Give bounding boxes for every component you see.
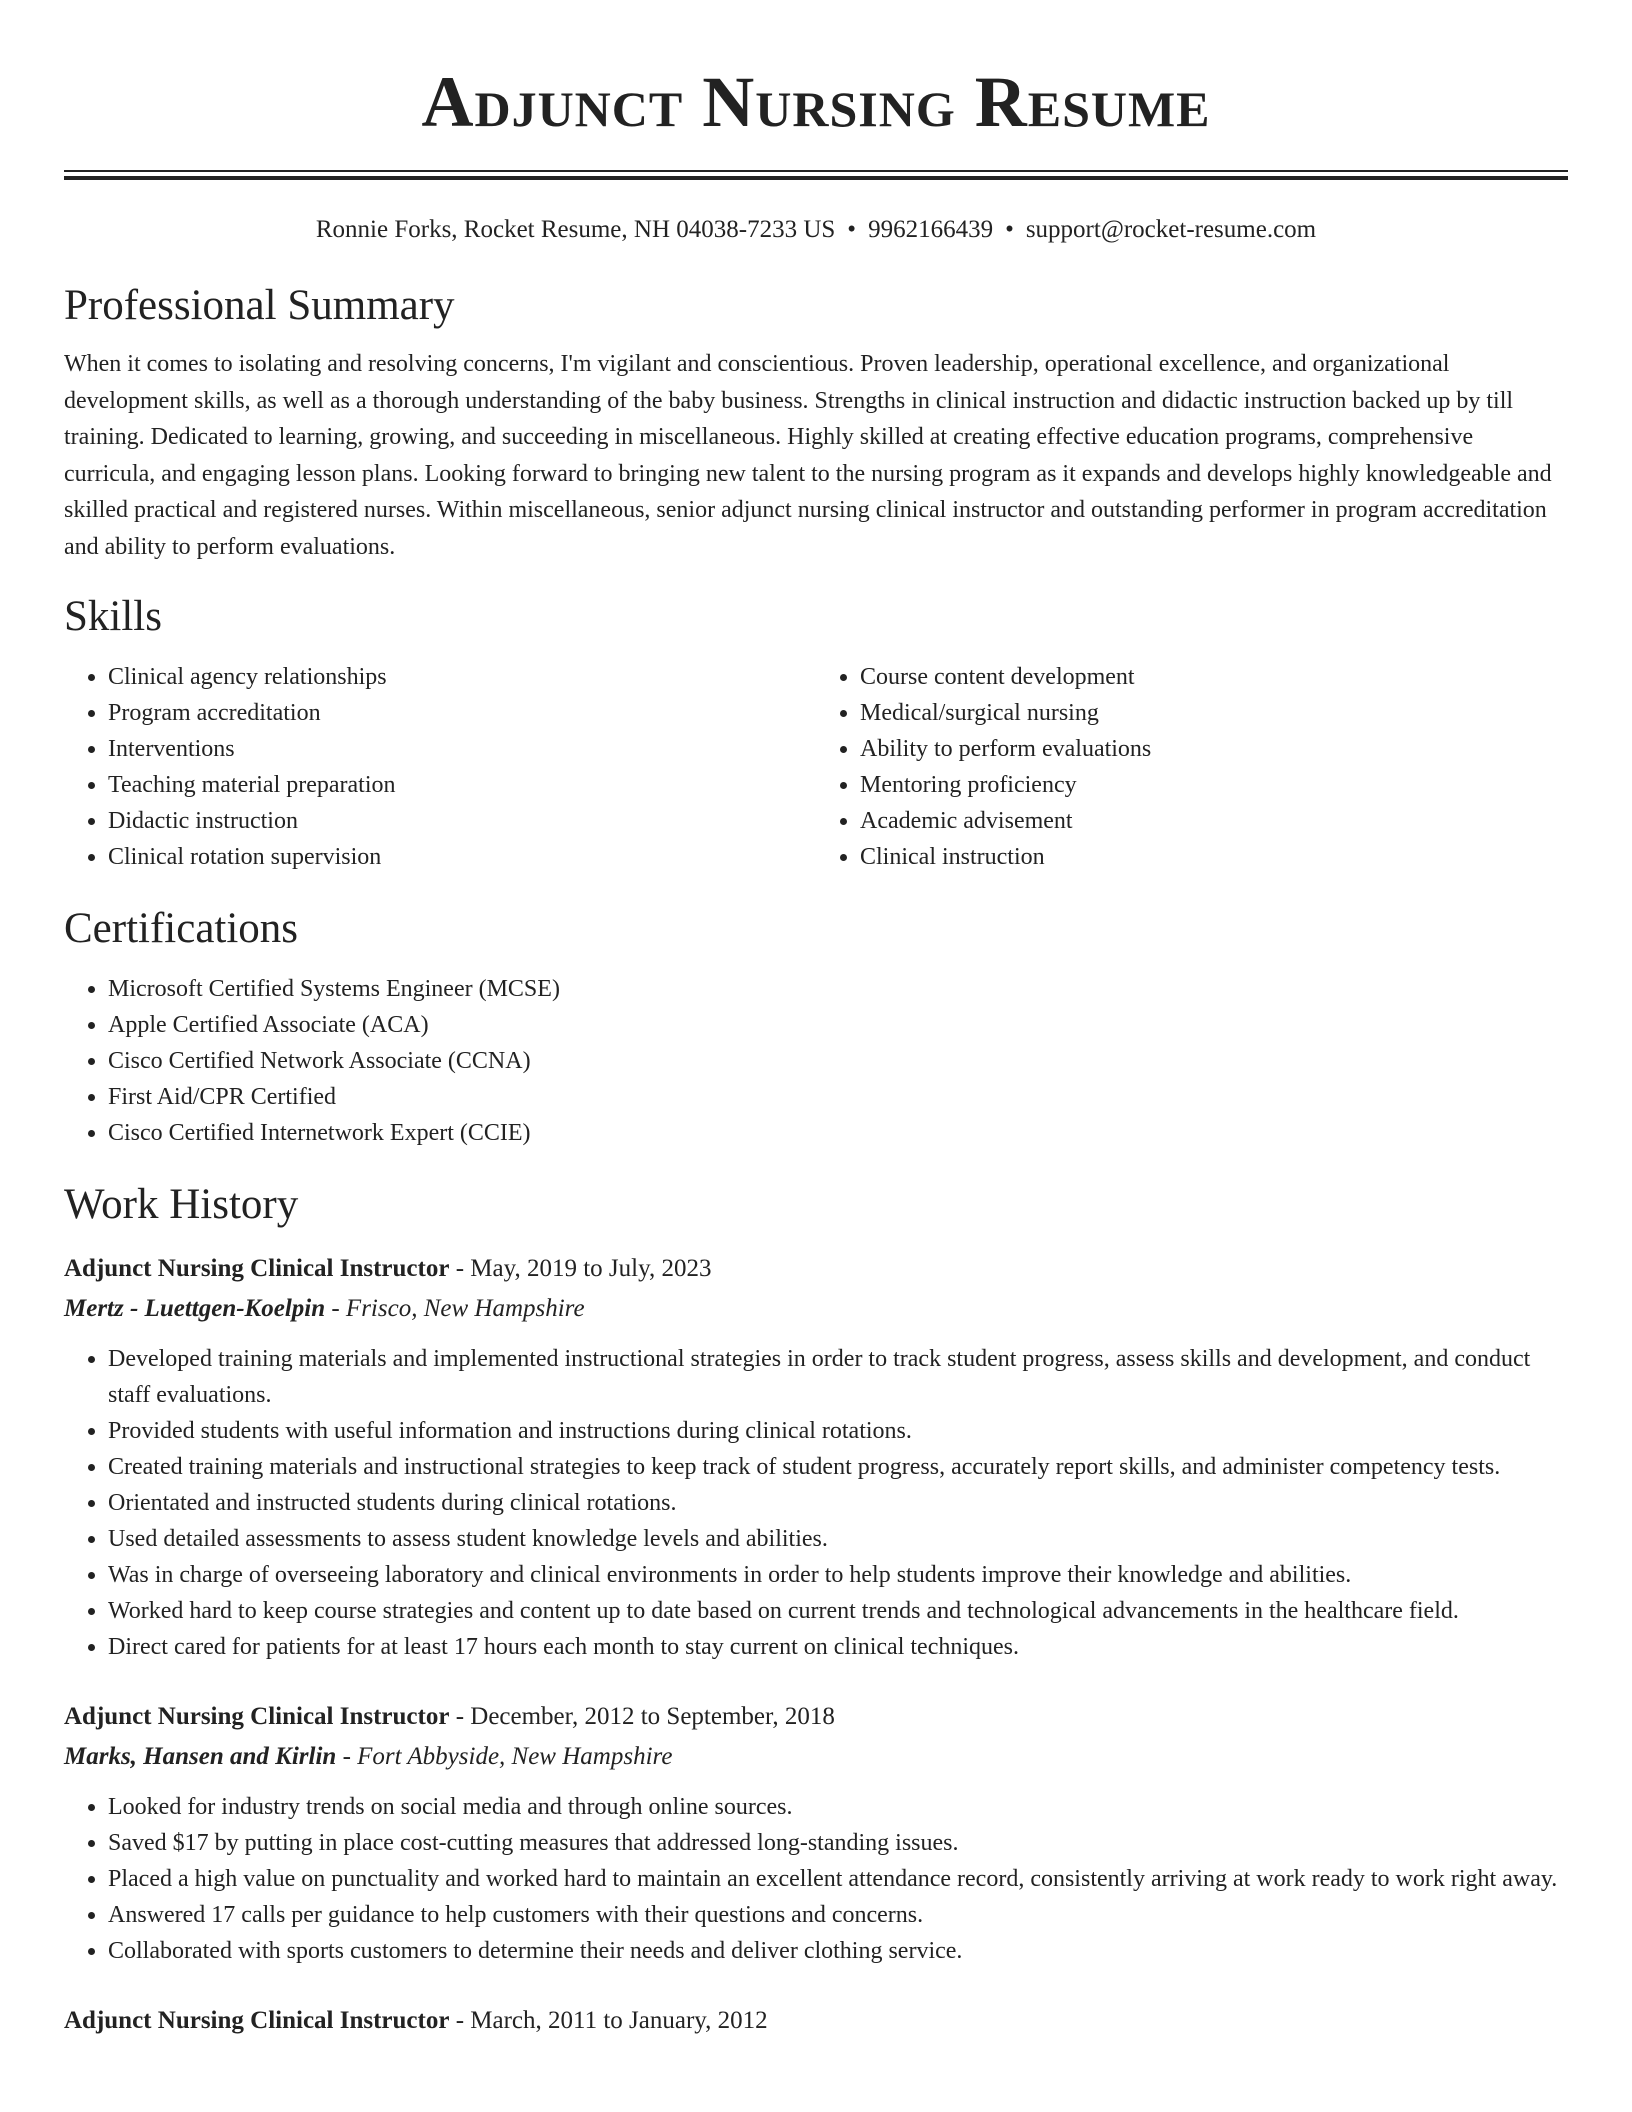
job-bullet: • Saved $17 by putting in place cost-cutting measures that addressed long-standing issues. <box>108 1825 1568 1861</box>
job-bullet: • Was in charge of overseeing laboratory and clinical environments in order to help students improve their knowledge and abilities. <box>108 1557 1568 1593</box>
skills-heading: Skills <box>64 593 162 640</box>
certifications-section <box>64 903 1568 1151</box>
summary-section <box>64 280 1568 565</box>
job-bullet: • Collaborated with sports customers to determine their needs and deliver clothing service. <box>108 1933 1568 1969</box>
job-bullet: • Used detailed assessments to assess student knowledge levels and abilities. <box>108 1521 1568 1557</box>
skills-list-right <box>816 659 1568 875</box>
certification-item: • Cisco Certified Network Associate (CCNA) <box>108 1043 1568 1079</box>
certification-item: • Cisco Certified Internetwork Expert (CCIE) <box>108 1115 1568 1151</box>
skill-item: • Program accreditation <box>108 695 816 731</box>
skills-list-left <box>64 659 816 875</box>
job-entry <box>64 1249 1568 1665</box>
contact-separator: • <box>1005 216 1014 243</box>
title-divider <box>64 170 1568 180</box>
skill-item: • Ability to perform evaluations <box>860 731 1568 767</box>
skills-grid <box>64 659 1568 875</box>
skill-item: • Mentoring proficiency <box>860 767 1568 803</box>
job-dates: - December, 2012 to September, 2018 <box>455 1703 835 1730</box>
resume-title: Adjunct Nursing Resume <box>421 62 1211 142</box>
job-title-line <box>64 1697 1568 1737</box>
job-dates: - March, 2011 to January, 2012 <box>455 2007 768 2034</box>
work-history-section <box>64 1179 1568 2041</box>
job-bullet: • Developed training materials and implemented instructional strategies in order to track student progress, assess skills and development, and conduct staff evaluations. <box>108 1341 1568 1413</box>
certifications-heading: Certifications <box>64 905 299 952</box>
skill-item: • Medical/surgical nursing <box>860 695 1568 731</box>
job-title-line <box>64 2001 1568 2041</box>
job-company: Marks, Hansen and Kirlin <box>64 1743 337 1770</box>
skill-item: • Interventions <box>108 731 816 767</box>
job-bullet: • Placed a high value on punctuality and worked hard to maintain an excellent attendance record, consistently arriving at work ready to work right away. <box>108 1861 1568 1897</box>
skill-item: • Clinical instruction <box>860 839 1568 875</box>
certification-item: • Apple Certified Associate (ACA) <box>108 1007 1568 1043</box>
job-bullets <box>64 1341 1568 1665</box>
skill-item: • Clinical agency relationships <box>108 659 816 695</box>
skill-item: • Clinical rotation supervision <box>108 839 816 875</box>
contact-email: support@rocket-resume.com <box>1025 216 1317 243</box>
contact-phone: 9962166439 <box>868 216 994 243</box>
job-title: Adjunct Nursing Clinical Instructor <box>64 1255 450 1282</box>
job-entry <box>64 1697 1568 1969</box>
skill-item: • Teaching material preparation <box>108 767 816 803</box>
job-bullet: • Created training materials and instructional strategies to keep track of student progress, accurately report skills, and administer competency tests. <box>108 1449 1568 1485</box>
skills-section <box>64 591 1568 875</box>
summary-text: When it comes to isolating and resolving concerns, I'm vigilant and conscientious. Proven leadership, operational excellence, and organizational development skills, as well as a thorough understanding of the baby business. Strengths in clinical instruction and didactic instruction backed up by till training. Dedicated to learning, growing, and succeeding in miscellaneous. Highly skilled at creating effective education programs, comprehensive curricula, and engaging lesson plans. Looking forward to bringing new talent to the nursing program as it expands and develops highly knowledgeable and skilled practical and registered nurses. Within miscellaneous, senior adjunct nursing clinical instructor and outstanding performer in program accreditation and ability to perform evaluations. <box>64 351 1552 560</box>
job-bullet: • Orientated and instructed students during clinical rotations. <box>108 1485 1568 1521</box>
job-bullet: • Provided students with useful information and instructions during clinical rotations. <box>108 1413 1568 1449</box>
contact-line <box>64 214 1568 246</box>
job-bullet: • Looked for industry trends on social media and through online sources. <box>108 1789 1568 1825</box>
job-title: Adjunct Nursing Clinical Instructor <box>64 2007 450 2034</box>
certification-item: • Microsoft Certified Systems Engineer (MCSE) <box>108 971 1568 1007</box>
skill-item: • Academic advisement <box>860 803 1568 839</box>
job-bullets <box>64 1789 1568 1969</box>
job-bullet: • Worked hard to keep course strategies and content up to date based on current trends and technological advancements in the healthcare field. <box>108 1593 1568 1629</box>
job-bullet: • Direct cared for patients for at least 17 hours each month to stay current on clinical techniques. <box>108 1629 1568 1665</box>
certification-item: • First Aid/CPR Certified <box>108 1079 1568 1115</box>
job-location: - Fort Abbyside, New Hampshire <box>342 1743 673 1770</box>
job-title: Adjunct Nursing Clinical Instructor <box>64 1703 450 1730</box>
skill-item: • Didactic instruction <box>108 803 816 839</box>
summary-heading: Professional Summary <box>64 282 455 329</box>
job-company-line <box>64 1289 1568 1329</box>
contact-address: Ronnie Forks, Rocket Resume, NH 04038-7233 US <box>315 216 836 243</box>
job-location: - Frisco, New Hampshire <box>331 1295 585 1322</box>
job-dates: - May, 2019 to July, 2023 <box>455 1255 712 1282</box>
work-history-heading: Work History <box>64 1181 299 1228</box>
job-company: Mertz - Luettgen-Koelpin <box>64 1295 326 1322</box>
certifications-list <box>64 971 1568 1151</box>
contact-separator: • <box>847 216 857 243</box>
skill-item: • Course content development <box>860 659 1568 695</box>
job-title-line <box>64 1249 1568 1289</box>
job-company-line <box>64 1737 1568 1777</box>
job-bullet: • Answered 17 calls per guidance to help customers with their questions and concerns. <box>108 1897 1568 1933</box>
job-entry <box>64 2001 1568 2041</box>
